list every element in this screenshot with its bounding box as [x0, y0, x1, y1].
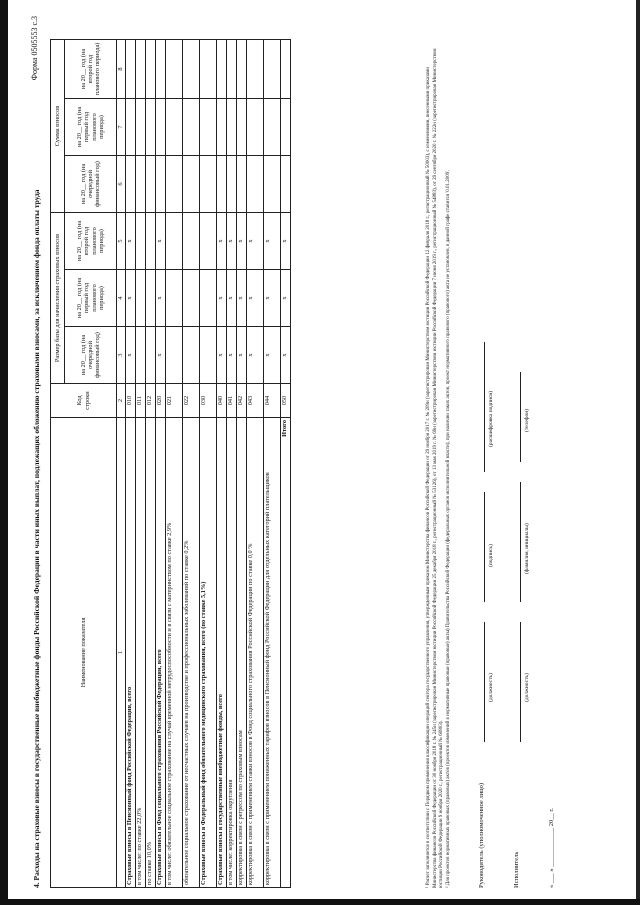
row-code: 030 — [200, 384, 217, 418]
row-name: по ставке 10,0% — [146, 418, 156, 888]
value-cell[interactable] — [166, 270, 183, 327]
value-cell[interactable]: x — [237, 327, 247, 384]
row-code: 050 — [281, 384, 291, 418]
value-cell[interactable] — [281, 40, 291, 99]
value-cell[interactable] — [281, 156, 291, 213]
value-cell[interactable] — [237, 40, 247, 99]
value-cell[interactable]: x — [237, 213, 247, 270]
value-cell[interactable]: x — [281, 270, 291, 327]
value-cell[interactable] — [237, 156, 247, 213]
table-row — [126, 40, 136, 888]
value-cell[interactable] — [200, 40, 217, 99]
value-cell[interactable] — [146, 270, 156, 327]
value-cell[interactable] — [166, 99, 183, 156]
column-number: 1 — [117, 418, 126, 888]
row-name: корректировка в связи с регрессом по страховым взносам — [237, 418, 247, 888]
value-cell[interactable] — [217, 99, 227, 156]
executor-position-caption: (должность) — [524, 673, 530, 702]
executor-fio-line[interactable] — [520, 482, 521, 602]
column-number: 7 — [117, 99, 126, 156]
value-cell[interactable] — [200, 327, 217, 384]
value-cell[interactable] — [183, 40, 200, 99]
value-cell[interactable]: x — [227, 213, 237, 270]
scan-edge-left — [0, 0, 8, 905]
row-name: корректировка в связи с применением ставки взносов в Фонд социального страхования Российской Федерации по ставке 0,0 % — [247, 418, 264, 888]
value-cell[interactable]: x — [247, 270, 264, 327]
row-code: 042 — [237, 384, 247, 418]
header-base-period2: на 20__ год (на первый год планового периода) — [65, 270, 117, 327]
row-name: Страховые взносы в Пенсионный фонд Российской Федерации, всего — [126, 418, 136, 888]
table-row — [166, 40, 183, 888]
value-cell[interactable] — [156, 40, 166, 99]
value-cell[interactable]: x — [264, 213, 281, 270]
column-number: 6 — [117, 156, 126, 213]
value-cell[interactable] — [227, 156, 237, 213]
row-name: Страховые взносы в Фонд социального страхования Российской Федерации, всего — [156, 418, 166, 888]
value-cell[interactable] — [156, 156, 166, 213]
table-row — [200, 40, 217, 888]
value-cell[interactable]: x — [217, 213, 227, 270]
value-cell[interactable] — [136, 213, 146, 270]
value-cell[interactable] — [146, 327, 156, 384]
value-cell[interactable]: x — [247, 213, 264, 270]
value-cell[interactable] — [281, 99, 291, 156]
table-row — [136, 40, 146, 888]
table-row — [183, 40, 200, 888]
table-row — [281, 40, 291, 888]
header-name: Наименование показателя — [51, 418, 117, 888]
header-code: Код строки — [51, 384, 117, 418]
column-number: 5 — [117, 213, 126, 270]
value-cell[interactable]: x — [217, 270, 227, 327]
value-cell[interactable]: x — [156, 213, 166, 270]
scan-edge-bottom — [0, 899, 640, 905]
row-code: 010 — [126, 384, 136, 418]
row-name: в том числе: обязательное социальное страхование на случай временной нетрудоспособности и в связи с материнством по ставке 2,9% — [166, 418, 183, 888]
value-cell[interactable]: x — [217, 327, 227, 384]
value-cell[interactable] — [136, 40, 146, 99]
executor-phone-caption: (телефон) — [524, 408, 530, 432]
column-number: 8 — [117, 40, 126, 99]
scan-edge-right — [636, 0, 640, 905]
value-cell[interactable] — [247, 40, 264, 99]
table-row — [237, 40, 247, 888]
row-code: 041 — [227, 384, 237, 418]
row-code: 011 — [136, 384, 146, 418]
header-sum-period3: на 20__ год (на второй год планового периода) — [65, 40, 117, 99]
value-cell[interactable]: x — [156, 327, 166, 384]
rotated-form — [28, 12, 618, 892]
column-number: 3 — [117, 327, 126, 384]
value-cell[interactable] — [126, 99, 136, 156]
value-cell[interactable] — [183, 99, 200, 156]
value-cell[interactable] — [183, 156, 200, 213]
section-title: 4. Расходы на страховые взносы в государственные внебюджетные фонды Российской Федерации в части иных выплат, подлежащих обложению страховыми взносами, за исключением фонда оплаты труда — [32, 189, 41, 888]
value-cell[interactable] — [136, 327, 146, 384]
value-cell[interactable] — [136, 270, 146, 327]
value-cell[interactable] — [166, 156, 183, 213]
table-row — [227, 40, 237, 888]
table-row — [264, 40, 281, 888]
value-cell[interactable] — [200, 99, 217, 156]
value-cell[interactable] — [227, 40, 237, 99]
executor-label: Исполнитель — [513, 851, 520, 888]
header-sum-period1: на 20__ год (на очередной финансовый год) — [65, 156, 117, 213]
value-cell[interactable] — [146, 213, 156, 270]
head-decoded-line[interactable] — [484, 342, 485, 472]
value-cell[interactable]: x — [281, 213, 291, 270]
form-number: Форма 0505553 с.3 — [30, 16, 39, 81]
header-sum-period2: на 20__ год (на первый год планового периода) — [65, 99, 117, 156]
value-cell[interactable]: x — [237, 270, 247, 327]
row-code: 043 — [247, 384, 264, 418]
value-cell[interactable] — [200, 213, 217, 270]
value-cell[interactable] — [156, 99, 166, 156]
value-cell[interactable] — [126, 40, 136, 99]
value-cell[interactable] — [166, 40, 183, 99]
value-cell[interactable]: x — [264, 327, 281, 384]
value-cell[interactable] — [166, 327, 183, 384]
column-number: 2 — [117, 384, 126, 418]
value-cell[interactable] — [237, 99, 247, 156]
value-cell[interactable] — [200, 270, 217, 327]
value-cell[interactable] — [200, 156, 217, 213]
value-cell[interactable] — [136, 99, 146, 156]
head-signature-line[interactable] — [484, 492, 485, 602]
row-name: в том числе: корректировка округления — [227, 418, 237, 888]
value-cell[interactable] — [146, 156, 156, 213]
row-name: корректировка в связи с применением пониженных тарифов взносов в Пенсионный фонд Российской Федерации для отдельных категорий плательщиков — [264, 418, 281, 888]
header-base-period3: на 20__ год (на второй год планового периода) — [65, 213, 117, 270]
footnote-2: ² Для проектов нормативных правовых (правовых) актов (проектов изменений в нормативные правовые (правовые) акты) Правительства Российской Федерации (федеральных органов исполнительной власти), при наличии таких актов, проект нормативного правового (правового) акта не установлен, в данной графе ставится '0.01.2009'. — [445, 169, 451, 888]
date-line[interactable]: « ___ » ____________ 20__ г. — [548, 808, 555, 888]
value-cell[interactable]: x — [126, 327, 136, 384]
row-code: 020 — [156, 384, 166, 418]
head-position-line[interactable] — [484, 622, 485, 742]
row-name: в том числе: по ставке 22,0% — [136, 418, 146, 888]
row-code: 044 — [264, 384, 281, 418]
head-signature-caption: (подпись) — [488, 544, 494, 567]
row-code: 012 — [146, 384, 156, 418]
value-cell[interactable]: x — [281, 327, 291, 384]
value-cell[interactable] — [136, 156, 146, 213]
table-row — [247, 40, 264, 888]
executor-phone-line[interactable] — [520, 372, 521, 462]
value-cell[interactable]: x — [156, 270, 166, 327]
footnote-1: ¹ Расчет заполняется в соответствии с Порядком применения классификации операций сектора государственного управления, утвержденным приказом Министерства финансов Российской Федерации от 29 ноября 2017 г. № 209н (зарегистрирован Министерством юстиции Российской Федерации 12 февраля 2018 г., регистрационный № 50003), с изменениями, внесенными приказами Министерства финансов Российской Федерации от 30 ноября 2018 г. № 245н (зарегистрирован Министерством юстиции Российской Федерации 25 декабря 2018 г., регистрационный № 53126), от 13 мая 2019 г. № 69н (зарегистрирован Министерством юстиции Российской Федерации 7 июня 2019 г., регистрационный № 54883), от 29 сентября 2020 г. № 222н (зарегистрирован Министерством юстиции Российской Федерации 9 ноября 2020 г., регистрационный № 60803). — [426, 48, 444, 888]
head-decoded-caption: (расшифровка подписи) — [488, 390, 494, 447]
value-cell[interactable] — [264, 99, 281, 156]
row-name: Итого — [281, 418, 291, 888]
value-cell[interactable] — [217, 40, 227, 99]
value-cell[interactable] — [183, 270, 200, 327]
value-cell[interactable] — [146, 40, 156, 99]
value-cell[interactable] — [227, 99, 237, 156]
row-name: обязательное социальное страхование от несчастных случаев на производстве и профессиональных заболеваний по ставке 0,2% — [183, 418, 200, 888]
row-code: 021 — [166, 384, 183, 418]
table-row — [146, 40, 156, 888]
value-cell[interactable]: x — [126, 270, 136, 327]
value-cell[interactable]: x — [227, 270, 237, 327]
row-name: Страховые взносы в Федеральный фонд обязательного медицинского страхования, всего (по ставке 5,1%) — [200, 418, 217, 888]
value-cell[interactable]: x — [126, 213, 136, 270]
value-cell[interactable] — [247, 99, 264, 156]
row-name: Страховые взносы в государственные внебюджетные фонды, всего — [217, 418, 227, 888]
value-cell[interactable] — [166, 213, 183, 270]
value-cell[interactable]: x — [264, 270, 281, 327]
value-cell[interactable] — [183, 213, 200, 270]
value-cell[interactable]: x — [247, 327, 264, 384]
table-body — [126, 40, 291, 888]
value-cell[interactable] — [247, 156, 264, 213]
header-sum-group: Сумма взносов — [51, 40, 65, 213]
value-cell[interactable] — [126, 156, 136, 213]
executor-fio-caption: (фамилия, инициалы) — [524, 523, 530, 574]
table-row — [217, 40, 227, 888]
value-cell[interactable] — [183, 327, 200, 384]
column-numbers-row — [117, 40, 126, 888]
header-base-group: Размер базы для начисления страховых взносов — [51, 213, 65, 384]
footnotes — [426, 40, 452, 888]
value-cell[interactable]: x — [227, 327, 237, 384]
head-position-caption: (должность) — [488, 673, 494, 702]
value-cell[interactable] — [264, 156, 281, 213]
table-row — [156, 40, 166, 888]
executor-position-line[interactable] — [520, 622, 521, 742]
header-base-period1: на 20__ год (на очередной финансовый год) — [65, 327, 117, 384]
value-cell[interactable] — [217, 156, 227, 213]
head-label: Руководитель (уполномоченное лицо) — [478, 782, 485, 888]
row-code: 022 — [183, 384, 200, 418]
expenses-table — [50, 39, 291, 888]
row-code: 040 — [217, 384, 227, 418]
value-cell[interactable] — [264, 40, 281, 99]
column-number: 4 — [117, 270, 126, 327]
value-cell[interactable] — [146, 99, 156, 156]
